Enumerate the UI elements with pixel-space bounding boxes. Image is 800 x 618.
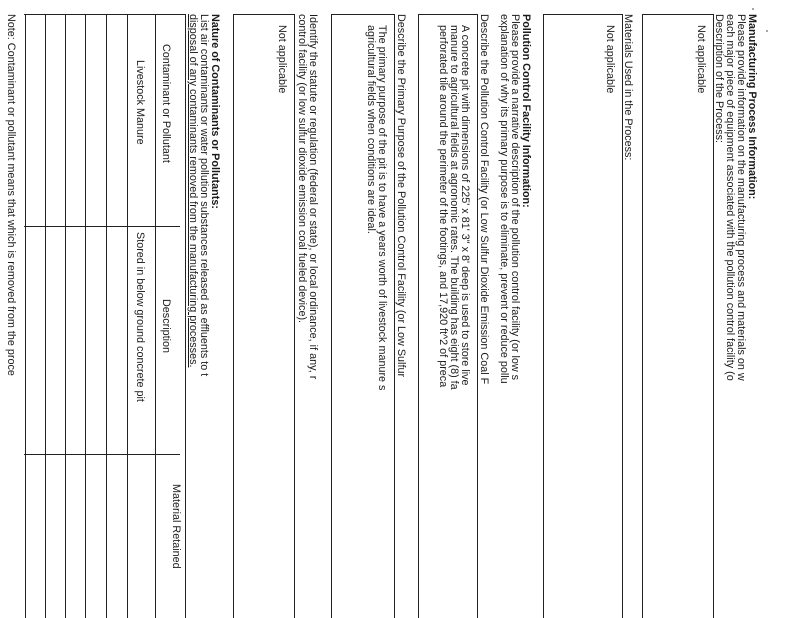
scan-speck <box>766 30 768 32</box>
describe-facility-value-line2: manure to agricultural fields at agronomic rates. The building has eight (8) fa <box>448 25 460 390</box>
describe-facility-label: Describe the Pollution Control Facility (or Low Sulfur Dioxide Emission Coal F <box>478 14 490 385</box>
describe-facility-value-line1: A concrete pit with dimensions of 225' x 81' 3" x 8' deep is used to store live <box>459 25 471 386</box>
contaminants-instructions-line1: List air contaminants or water pollution substances released as effluents to t <box>198 14 210 377</box>
table-col-divider <box>24 454 180 455</box>
statute-label-line1: Identify the statute or regulation (federal or state), or local ordinance, if any, r <box>307 14 319 380</box>
note-text: Note: Contaminant or pollutant means that which is removed from the proce <box>5 14 17 376</box>
primary-purpose-value-line2: agricultural fields when conditions are ideal. <box>365 25 377 234</box>
process-description-label: Description of the Process: <box>713 14 725 144</box>
contaminants-instructions-line2: disposal of any contaminants removed from the manufacturing processes. <box>187 14 199 368</box>
table-cell-contaminant: Livestock Manure <box>134 60 146 145</box>
statute-box <box>233 14 295 618</box>
manufacturing-instructions-line2: each major piece of equipment associated with the pollution control facility (o <box>724 14 736 381</box>
table-header-contaminant: Contaminant or Pollutant <box>160 44 172 163</box>
pollution-instructions-line2: explanation of why its primary purpose is to eliminate, prevent or reduce pollu <box>498 14 510 384</box>
table-border-bottom <box>25 14 26 618</box>
process-description-box <box>642 14 714 618</box>
contaminants-heading: Nature of Contaminants or Pollutants: <box>209 14 221 209</box>
table-header-material-retained: Material Retained <box>170 484 182 569</box>
table-row-divider <box>127 14 128 618</box>
table-row-divider <box>106 14 107 618</box>
materials-used-label: Materials Used in the Process: <box>622 14 634 161</box>
statute-label-line2: control facility (or low sulfur dioxide emission coal fueled device). <box>296 14 308 324</box>
primary-purpose-label: Describe the Primary Purpose of the Pollution Control Facility (or Low Sulfur <box>395 14 407 378</box>
scan-speck <box>752 8 754 10</box>
materials-used-box <box>543 14 623 618</box>
primary-purpose-box <box>331 14 395 618</box>
table-header-description: Description <box>160 299 172 354</box>
materials-used-value: Not applicable <box>604 25 616 94</box>
table-border-top <box>185 14 186 618</box>
manufacturing-instructions-line1: Please provide information on the manufacturing process and materials on w <box>735 14 747 381</box>
table-row-divider <box>45 14 46 618</box>
table-row-divider <box>65 14 66 618</box>
table-border-left <box>24 14 186 15</box>
table-row-divider <box>85 14 86 618</box>
table-row-divider <box>155 14 156 618</box>
contaminants-table <box>24 14 186 618</box>
describe-facility-value-line3: perforated tile around the perimeter of the footings, and 17,920 ft^2 of preca <box>437 25 449 388</box>
primary-purpose-value-line1: The primary purpose of the pit is to have a years worth of livestock manure s <box>376 25 388 391</box>
table-col-divider <box>24 226 180 227</box>
manufacturing-heading: Manufacturing Process Information: <box>746 14 758 200</box>
pollution-instructions-line1: Please provide a narrative description of the pollution control facility (or low s <box>509 14 521 381</box>
table-cell-description: Stored in below ground concrete pit <box>134 232 146 402</box>
describe-facility-box <box>418 14 478 618</box>
process-description-value: Not applicable <box>695 25 707 94</box>
statute-value: Not applicable <box>276 25 288 94</box>
pollution-control-heading: Pollution Control Facility Information: <box>520 14 532 208</box>
